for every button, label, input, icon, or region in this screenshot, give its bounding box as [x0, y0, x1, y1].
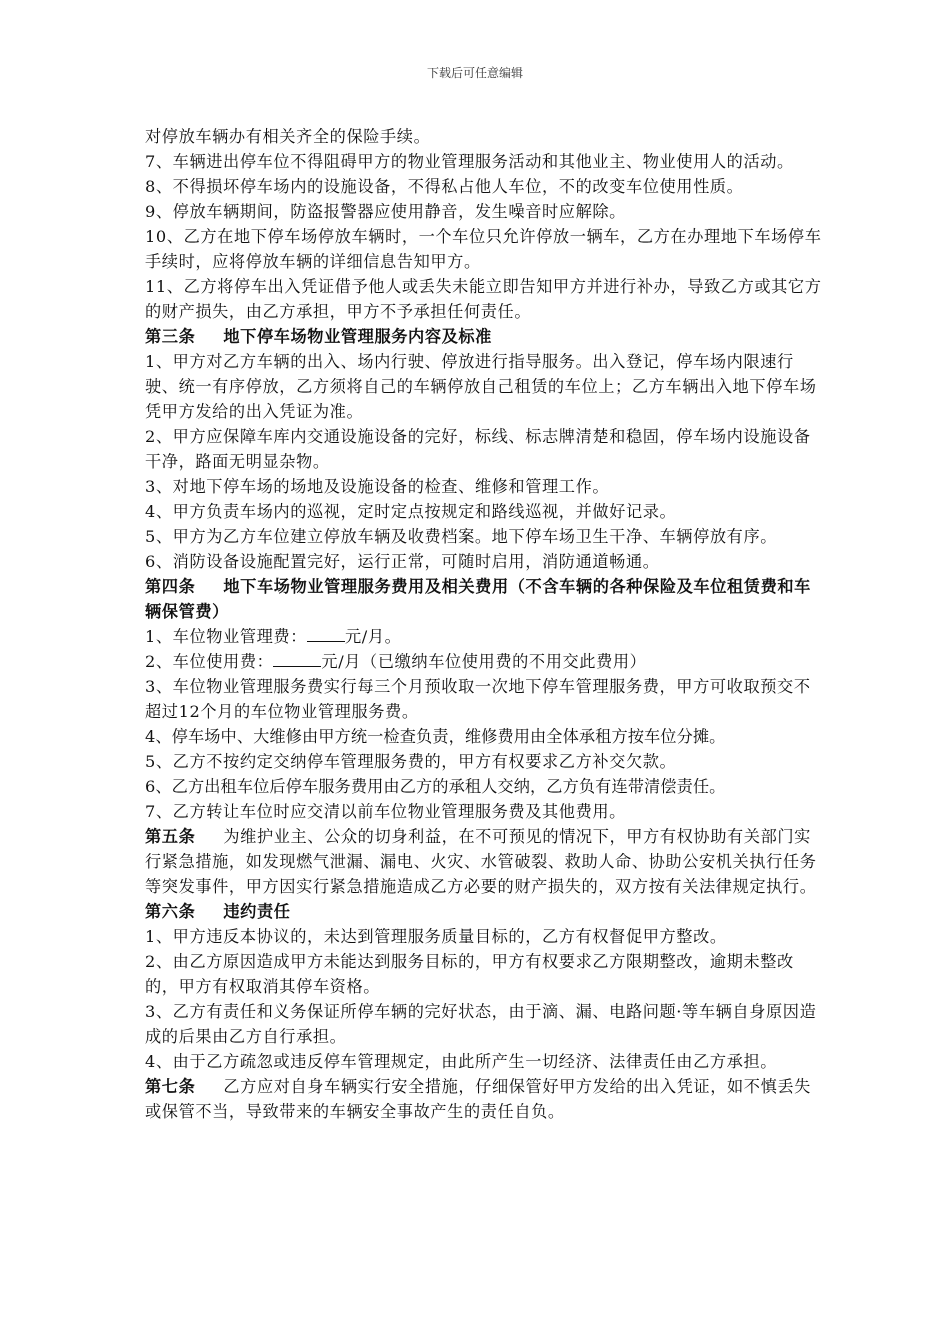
- section-title: 地下停车场物业管理服务内容及标准: [223, 327, 492, 346]
- section-title: 地下车场物业管理服务费用及相关费用（不含车辆的各种保险及车位租赁费和车辆保管费）: [145, 577, 811, 621]
- fee-label: 1、车位物业管理费：: [145, 627, 307, 646]
- paragraph: 3、车位物业管理服务费实行每三个月预收取一次地下停车管理服务费，甲方可收取预交不超过12个月的车位物业管理服务费。: [145, 677, 811, 721]
- document-body: [145, 124, 825, 1124]
- paragraph: 5、甲方为乙方车位建立停放车辆及收费档案。地下停车场卫生干净、车辆停放有序。: [145, 527, 778, 546]
- section-number: 第四条: [145, 577, 196, 596]
- section-heading: [145, 899, 825, 924]
- section-number: 第五条: [145, 827, 196, 846]
- paragraph: 3、乙方有责任和义务保证所停车辆的完好状态，由于滴、漏、电路问题·等车辆自身原因造成的后果由乙方自行承担。: [145, 1002, 817, 1046]
- fee-line: [145, 649, 825, 674]
- section-number: 第七条: [145, 1077, 196, 1096]
- section-text: 乙方应对自身车辆实行安全措施，仔细保管好甲方发给的出入凭证，如不慎丢失或保管不当，导致带来的车辆安全事故产生的责任自负。: [145, 1077, 811, 1121]
- fee-blank[interactable]: [273, 666, 321, 667]
- fee-blank[interactable]: [307, 641, 345, 642]
- paragraph: 4、由于乙方疏忽或违反停车管理规定，由此所产生一切经济、法律责任由乙方承担。: [145, 1052, 778, 1071]
- section-number: 第六条: [145, 902, 196, 921]
- paragraph: 7、车辆进出停车位不得阻碍甲方的物业管理服务活动和其他业主、物业使用人的活动。: [145, 152, 794, 171]
- paragraph: 1、甲方对乙方车辆的出入、场内行驶、停放进行指导服务。出入登记，停车场内限速行驶、统一有序停放，乙方须将自己的车辆停放自己租赁的车位上；乙方车辆出入地下停车场凭甲方发给的出入凭证为准。: [145, 352, 817, 421]
- section-title: 违约责任: [223, 902, 291, 921]
- paragraph: 3、对地下停车场的场地及设施设备的检查、维修和管理工作。: [145, 477, 610, 496]
- paragraph: 8、不得损坏停车场内的设施设备，不得私占他人车位，不的改变车位使用性质。: [145, 177, 744, 196]
- paragraph: 2、甲方应保障车库内交通设施设备的完好，标线、标志牌清楚和稳固，停车场内设施设备干净，路面无明显杂物。: [145, 427, 811, 471]
- fee-line: [145, 624, 825, 649]
- section-paragraph: [145, 1074, 825, 1124]
- fee-unit: 元/月（已缴纳车位使用费的不用交此费用）: [321, 652, 647, 671]
- fee-unit: 元/月。: [345, 627, 402, 646]
- paragraph: 对停放车辆办有相关齐全的保险手续。: [145, 127, 431, 146]
- paragraph: 1、甲方违反本协议的，未达到管理服务质量目标的，乙方有权督促甲方整改。: [145, 927, 727, 946]
- paragraph: 4、甲方负责车场内的巡视，定时定点按规定和路线巡视，并做好记录。: [145, 502, 677, 521]
- paragraph: 2、由乙方原因造成甲方未能达到服务目标的，甲方有权要求乙方限期整改，逾期未整改的，甲方有权取消其停车资格。: [145, 952, 794, 996]
- paragraph: 11、乙方将停车出入凭证借予他人或丢失未能立即告知甲方并进行补办，导致乙方或其它方的财产损失，由乙方承担，甲方不予承担任何责任。: [145, 277, 822, 321]
- paragraph: 6、乙方出租车位后停车服务费用由乙方的承租人交纳，乙方负有连带清偿责任。: [145, 777, 726, 796]
- paragraph: 6、消防设备设施配置完好，运行正常，可随时启用，消防通道畅通。: [145, 552, 660, 571]
- section-paragraph: [145, 824, 825, 899]
- paragraph: 5、乙方不按约定交纳停车管理服务费的，甲方有权要求乙方补交欠款。: [145, 752, 677, 771]
- section-heading: [145, 574, 825, 624]
- section-text: 为维护业主、公众的切身利益，在不可预见的情况下，甲方有权协助有关部门实行紧急措施，如发现燃气泄漏、漏电、火灾、水管破裂、救助人命、协助公安机关执行任务等突发事件，甲方因实行紧急措施造成乙方必要的财产损失的，双方按有关法律规定执行。: [145, 827, 817, 896]
- paragraph: 10、乙方在地下停车场停放车辆时，一个车位只允许停放一辆车，乙方在办理地下车场停车手续时，应将停放车辆的详细信息告知甲方。: [145, 227, 822, 271]
- paragraph: 4、停车场中、大维修由甲方统一检查负责，维修费用由全体承租方按车位分摊。: [145, 727, 726, 746]
- page-header: 下载后可任意编辑: [426, 66, 523, 80]
- fee-label: 2、车位使用费：: [145, 652, 274, 671]
- paragraph: 7、乙方转让车位时应交清以前车位物业管理服务费及其他费用。: [145, 802, 626, 821]
- section-number: 第三条: [145, 327, 196, 346]
- paragraph: 9、停放车辆期间，防盗报警器应使用静音，发生噪音时应解除。: [145, 202, 626, 221]
- section-heading: [145, 324, 825, 349]
